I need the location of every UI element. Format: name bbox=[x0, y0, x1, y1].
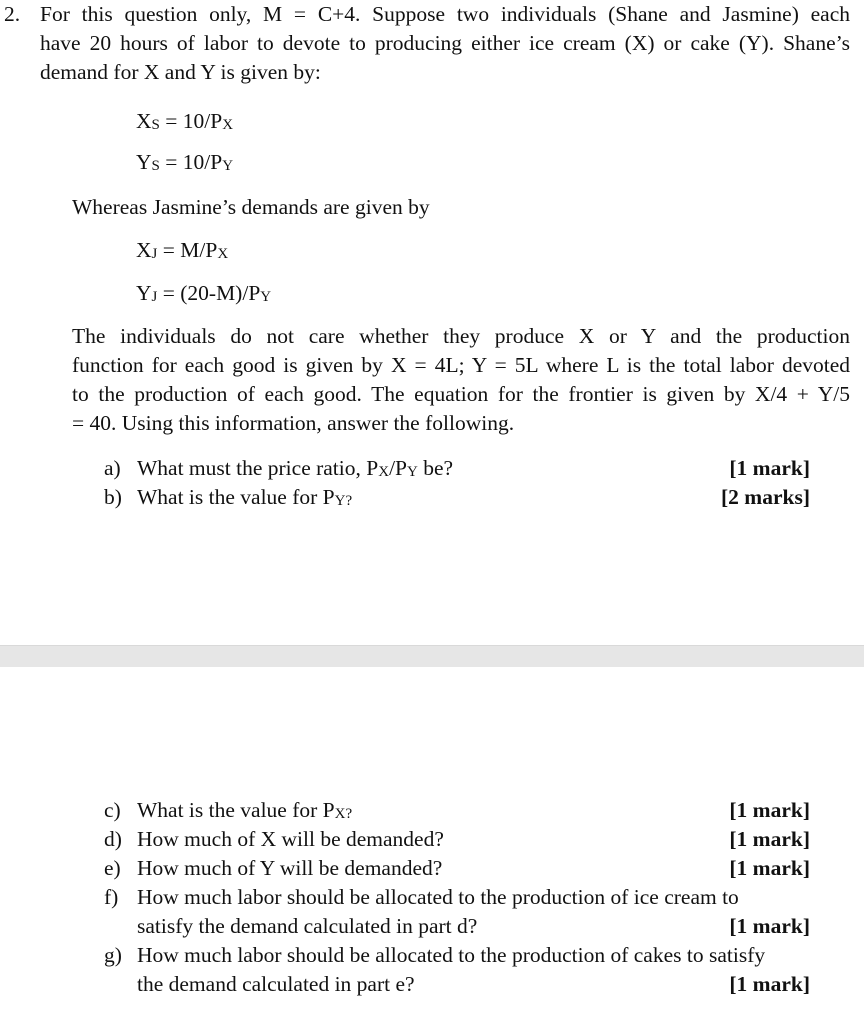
shane-y-equation bbox=[136, 148, 233, 177]
eq-subscript: Y bbox=[260, 289, 272, 305]
eq-subscript: S bbox=[151, 158, 160, 174]
part-text bbox=[137, 454, 453, 483]
body-line-3 bbox=[72, 380, 850, 409]
body-line-2-text: function for each good is given by X = 4L; Y = 5L where L is the total labor devoted bbox=[72, 353, 850, 377]
eq-subscript: X bbox=[222, 117, 234, 133]
subscript: X? bbox=[334, 806, 353, 822]
part-text: How much labor should be allocated to the production of cakes to satisfy bbox=[137, 943, 766, 967]
part-text: the demand calculated in part e? bbox=[137, 972, 415, 996]
subscript: Y? bbox=[334, 493, 353, 509]
eq-subscript: Y bbox=[222, 158, 234, 174]
part-text-start: What is the value for P bbox=[137, 485, 335, 509]
eq-subscript: X bbox=[217, 246, 229, 262]
part-text: satisfy the demand calculated in part d? bbox=[137, 914, 478, 938]
part-text: How much labor should be allocated to the production of ice cream to bbox=[137, 885, 739, 909]
jasmine-intro: Whereas Jasmine’s demands are given by bbox=[72, 195, 430, 219]
part-text bbox=[137, 796, 352, 825]
question-page-bottom bbox=[0, 667, 864, 1024]
question-number: 2. bbox=[4, 2, 21, 26]
part-marks: [1 mark] bbox=[729, 856, 810, 880]
part-marks: [1 mark] bbox=[729, 972, 810, 996]
subscript: Y bbox=[407, 464, 418, 480]
body-line-1-text: The individuals do not care whether they produce X or Y and the production bbox=[72, 324, 850, 348]
part-marks: [1 mark] bbox=[729, 798, 810, 822]
part-label: b) bbox=[104, 485, 122, 509]
jasmine-y-equation bbox=[136, 279, 271, 308]
intro-line-2 bbox=[40, 29, 850, 58]
eq-subscript: S bbox=[151, 117, 160, 133]
eq-symbol: Y bbox=[136, 281, 152, 305]
intro-line-1 bbox=[40, 0, 850, 29]
part-text-start: What must the price ratio, P bbox=[137, 456, 379, 480]
part-label: d) bbox=[104, 827, 122, 851]
eq-subscript: J bbox=[151, 289, 158, 305]
eq-subscript: J bbox=[151, 246, 158, 262]
intro-line-3: demand for X and Y is given by: bbox=[40, 60, 321, 84]
part-text: How much of X will be demanded? bbox=[137, 827, 444, 851]
eq-rhs: = 10/P bbox=[159, 109, 223, 133]
eq-rhs: = 10/P bbox=[159, 150, 223, 174]
eq-rhs: = (20-M)/P bbox=[157, 281, 261, 305]
intro-line-2-text: have 20 hours of labor to devote to producing either ice cream (X) or cake (Y). Shane’s bbox=[40, 31, 850, 55]
intro-line-1-text: For this question only, M = C+4. Suppose two individuals (Shane and Jasmine) each bbox=[40, 2, 850, 26]
eq-symbol: X bbox=[136, 109, 152, 133]
part-text bbox=[137, 483, 352, 512]
subscript: X bbox=[378, 464, 390, 480]
body-line-3-text: to the production of each good. The equation for the frontier is given by X/4 + Y/5 bbox=[72, 382, 850, 406]
part-text-mid: /P bbox=[389, 456, 407, 480]
body-line-4: = 40. Using this information, answer the following. bbox=[72, 411, 515, 435]
part-marks: [2 marks] bbox=[721, 485, 810, 509]
part-label: g) bbox=[104, 943, 122, 967]
part-label: e) bbox=[104, 856, 121, 880]
eq-rhs: = M/P bbox=[157, 238, 218, 262]
body-line-1 bbox=[72, 322, 850, 351]
jasmine-x-equation bbox=[136, 236, 228, 265]
part-label: f) bbox=[104, 885, 119, 909]
page-divider bbox=[0, 645, 864, 667]
part-marks: [1 mark] bbox=[729, 827, 810, 851]
body-line-2 bbox=[72, 351, 850, 380]
part-label: a) bbox=[104, 456, 121, 480]
part-label: c) bbox=[104, 798, 121, 822]
part-marks: [1 mark] bbox=[729, 456, 810, 480]
part-text: How much of Y will be demanded? bbox=[137, 856, 443, 880]
shane-x-equation bbox=[136, 107, 233, 136]
eq-symbol: X bbox=[136, 238, 152, 262]
part-text-start: What is the value for P bbox=[137, 798, 335, 822]
eq-symbol: Y bbox=[136, 150, 152, 174]
part-text-end: be? bbox=[417, 456, 454, 480]
part-marks: [1 mark] bbox=[729, 914, 810, 938]
